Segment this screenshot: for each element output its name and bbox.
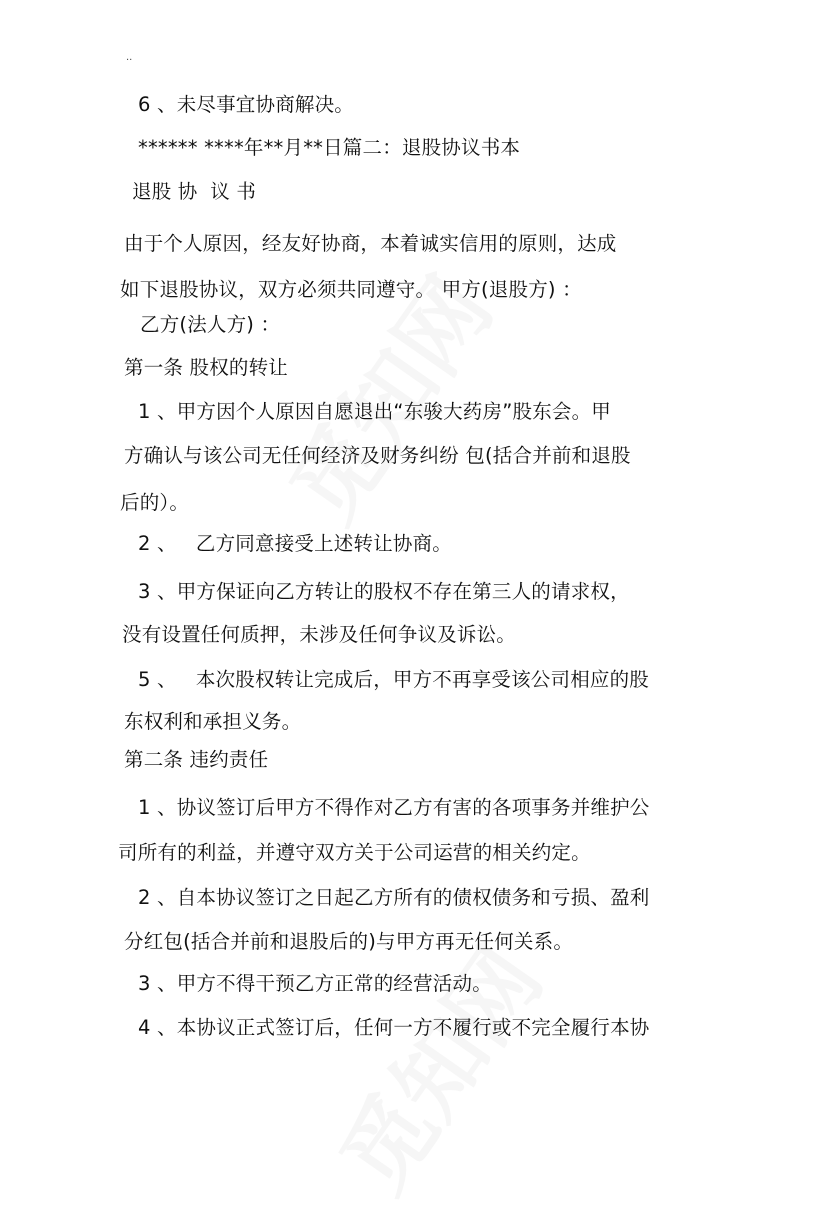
- text-line: 没有设置任何质押，未涉及任何争议及诉讼。: [122, 623, 517, 646]
- text-line: 分红包(括合并前和退股后的)与甲方再无任何关系。: [124, 930, 574, 953]
- text-line: 6 、未尽事宜协商解决。: [138, 93, 355, 116]
- text-line: 方确认与该公司无任何经济及财务纠纷 包(括合并前和退股: [124, 444, 631, 467]
- text-line: 1 、协议签订后甲方不得作对乙方有害的各项事务并维护公: [138, 796, 650, 819]
- text-line: 由于个人原因，经友好协商，本着诚实信用的原则，达成: [124, 232, 617, 255]
- text-line: 4 、本协议正式签订后，任何一方不履行或不完全履行本协: [138, 1016, 650, 1039]
- section-heading: 第一条 股权的转让: [124, 356, 288, 379]
- document-title: 退股 协 议 书: [132, 180, 257, 203]
- text-line: 后的）。: [120, 491, 190, 514]
- text-line: ****** ****年**月**日篇二：退股协议书本: [138, 136, 521, 159]
- text-line: 3 、甲方保证向乙方转让的股权不存在第三人的请求权，: [138, 580, 630, 603]
- text-line: 司所有的利益，并遵守双方关于公司运营的相关约定。: [118, 841, 591, 864]
- text-line: 1 、甲方因个人原因自愿退出“东骏大药房”股东会。甲: [138, 400, 612, 423]
- text-line: 2 、自本协议签订之日起乙方所有的债权债务和亏损、盈利: [138, 886, 650, 909]
- text-line: 3 、甲方不得干预乙方正常的经营活动。: [138, 972, 492, 995]
- text-line: 5 、 本次股权转让完成后，甲方不再享受该公司相应的股: [138, 668, 650, 691]
- text-line: 如下退股协议，双方必须共同遵守。 甲方(退股方) ：: [120, 278, 582, 301]
- text-line: 东权利和承担义务。: [124, 710, 302, 733]
- header-mark: ..: [126, 52, 133, 63]
- watermark: [304, 917, 565, 1213]
- text-line: 2 、 乙方同意接受上述转让协商。: [138, 532, 453, 555]
- section-heading: 第二条 违约责任: [124, 748, 269, 771]
- text-line: 乙方(法人方) ：: [140, 313, 281, 336]
